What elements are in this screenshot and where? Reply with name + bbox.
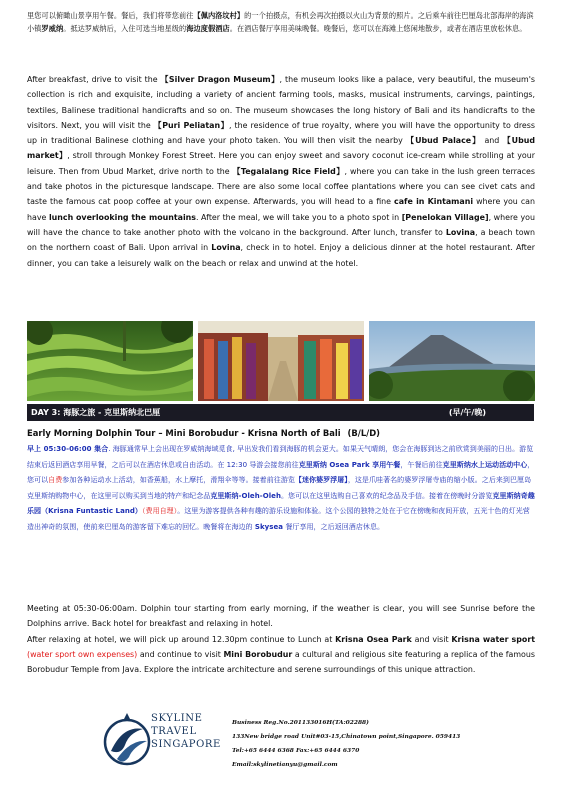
subtitle-text: Early Morning Dolphin Tour – Mini Borobudur - Krisna North of Bali (27, 428, 341, 438)
cafe-highlight: cafe in Kintamani (394, 197, 474, 207)
text: , a beach town on the northern coast of Bali. Upon arrival in (27, 227, 535, 253)
afternoon-sentence (27, 632, 535, 678)
water-sport-highlight: Krisna water sport (451, 634, 535, 644)
mini-borobudur-highlight: Mini Borobudur (223, 649, 293, 659)
water-sport-highlight: 克里斯纳水上运动活动中心 (442, 460, 528, 469)
rice-terrace-photo (27, 321, 193, 401)
text: and (480, 136, 503, 146)
day2-english-paragraph (27, 72, 535, 271)
day3-chinese-paragraph (27, 442, 535, 536)
oleh-oleh-highlight: 克里斯纳-Oleh-Oleh (210, 491, 281, 500)
text: , stroll through Monkey Forest Street. Here you can enjoy sweet and savory coconut ice-cream while strolling at your leisure. Then from Ubud Market, drive north to the (27, 151, 535, 176)
text: , check in to hotel. Enjoy a delicious dinner at the hotel restaurant. After dinner, you can take a leisurely walk on the beach or relax and unwind at the hotel. (27, 243, 535, 268)
contact-block (232, 716, 460, 772)
day2-chinese-paragraph (27, 9, 535, 35)
hotel-highlight: 海边度假酒店 (186, 24, 230, 34)
meeting-time: 早上 05:30-06:00 集合 (27, 445, 109, 453)
text: ，午餐后前往 (400, 460, 443, 469)
village-highlight: 【佩内洛坟村】 (193, 11, 245, 20)
text: where you can have (27, 197, 535, 222)
logo-line: SINGAPORE (151, 739, 221, 750)
day3-header (27, 404, 534, 421)
text: After breakfast, drive to visit the (27, 75, 161, 84)
day3-subtitle (27, 428, 380, 438)
skysea-highlight: Skysea (254, 522, 284, 531)
rice-field-highlight: 【Tegalalang Rice Field】 (232, 166, 345, 176)
museum-highlight: 【Silver Dragon Museum】 (160, 75, 280, 84)
text: , where you will have the chance to take another photo with the volcano in the background. After lunch, transfer to (27, 212, 535, 237)
text: 餐厅享用，之后返回酒店休息。 (283, 522, 385, 531)
lovina-highlight: Lovina (211, 243, 241, 253)
text: 。抵达罗威纳后，入住可选当地星级的 (63, 24, 187, 34)
logo-line: TRAVEL (151, 726, 197, 737)
text: and continue to visit (137, 649, 224, 659)
company-logo-icon (103, 711, 151, 773)
day3-english-paragraph (27, 601, 535, 677)
text: . 海豚通常早上会出现在罗威纳海域觅食, 早出发我们看到海豚的机会更大。如果天气晴朗，您会在海豚到达之前欣赏到美丽的日出。游览结束后返回酒店享用早餐，之后可以在酒店休息或自由活动。在 12:30 导游会接您前往 (27, 445, 534, 469)
lovina-highlight: 罗威纳 (41, 24, 64, 34)
lunch-highlight: lunch overlooking the mountains (48, 212, 196, 222)
lovina-highlight: Lovina (445, 227, 476, 237)
mini-borobudur-highlight: 【迷你婆罗浮屠】 (294, 476, 348, 485)
company-logo-text (151, 712, 221, 751)
text: 。在酒店餐厅 (229, 24, 274, 34)
text: , the museum looks like a palace, very beautiful, the museum's collection is rich and exquisite, including a variety of ancient farming tools, masks, musical instruments, carvings, paintings, textiles, Balinese traditional handicrafts and so on. The museum showcases the long history of Bali and its handicrafts to the visitors. Next, you will visit the (27, 75, 535, 130)
text: , where you can take in the lush green terraces and take photos in the picturesque landscape. There are also some local coffee plantations where you can see civet cats and taste the famous cat poop coffee at your own expense. Afterwards, you will head to a fine (27, 166, 535, 207)
subtitle-meals: (B/L/D) (347, 428, 380, 438)
own-expense-label: 自费 (48, 476, 63, 485)
day3-meals: (早/午/晚) (448, 408, 486, 417)
text: 里您可以俯瞰山景享用午餐。餐后，我们将带您前往 (27, 11, 194, 20)
text: 参加各种运动水上活动，如香蕉船，水上摩托，滑翔伞等等。接着前往游览 (62, 476, 295, 485)
text: 的一个拍摄点，有机会再次拍摄以火山为背景的照 (244, 11, 404, 20)
text: . After the meal, we will take you to a photo spot in (195, 212, 402, 222)
text: and visit (411, 634, 452, 644)
funtastic-land-highlight: 克里斯纳奇趣乐园（Krisna Funtastic Land） (27, 491, 535, 516)
penelokan-highlight: [Penelokan Village] (401, 212, 489, 222)
osea-park-highlight: 克里斯纳 Osea Park 享用午餐 (298, 460, 401, 469)
text: After relaxing at hotel, we will pick up around 12.30pm continue to Lunch at (27, 634, 336, 644)
own-expense-label: （费用自理） (141, 507, 178, 516)
market-photo (198, 321, 364, 401)
day3-title: DAY 3: 海豚之旅 - 克里斯纳北巴厘 (31, 408, 161, 417)
puri-highlight: 【Puri Peliatan】 (153, 120, 230, 130)
text: ，这是爪哇著名的婆罗浮屠寺庙的缩小版。之后来到巴厘岛克里斯纳购物中心，在这里可以购买到当地的特产和纪念品 (27, 476, 532, 500)
palace-highlight: 【Ubud Palace】 (406, 136, 481, 146)
business-registration: Business Reg.No.201133016H(TA:02288) (232, 719, 369, 726)
logo-line: SKYLINE (151, 713, 203, 724)
own-expense-label: (water sport own expenses) (27, 649, 138, 659)
phone-fax: Tel:+65 6444 6368 Fax:+65 6444 6370 (232, 747, 360, 755)
text: 享用美味晚餐。晚餐后，您可以在海滩上悠闲地散步，或者在酒店里放松休息。 (273, 24, 527, 34)
volcano-photo (369, 321, 535, 401)
text: , the residence of true royalty, where you will have the opportunity to dress up in traditional Balinese clothing and have your photo taken. You will then visit the nearby (27, 120, 535, 146)
text: 。这里为游客提供各种有趣的游乐设施和体验。这个公园的独特之处在于它在傍晚和夜间开放，五光十色的灯光营造出神奇的氛围，使前来巴厘岛的游客留下难忘的回忆。晚餐将在海边的 (27, 507, 530, 531)
meeting-sentence: Meeting at 05:30-06:00am. Dolphin tour starting from early morning, if the weather is clear, you will see Sunrise before the Dolphins arrive. Back hotel for breakfast and relaxing in hotel. (27, 604, 535, 629)
text: ，您可以 (27, 460, 535, 485)
text: 片。之后乘车前往巴厘岛北部海岸的海滨小镇 (27, 11, 534, 34)
text: a cultural and religious site featuring a replica of the famous Borobudur Temple from Java. Explore the intricate architecture and serene surroundings of this unique attraction. (27, 649, 535, 675)
osea-park-highlight: Krisna Osea Park (335, 634, 412, 644)
market-highlight: 【Ubud market】 (27, 136, 536, 161)
email-link[interactable]: Email:skylinetianyu@gmail.com (232, 761, 338, 769)
photo-strip (27, 321, 535, 401)
company-address: 133New bridge road Unit#03-15,Chinatown point,Singapore. 059413 (232, 733, 461, 741)
text: 。您可以在这里选购自己喜欢的纪念品及手信。接着在傍晚时分游览 (281, 491, 493, 500)
